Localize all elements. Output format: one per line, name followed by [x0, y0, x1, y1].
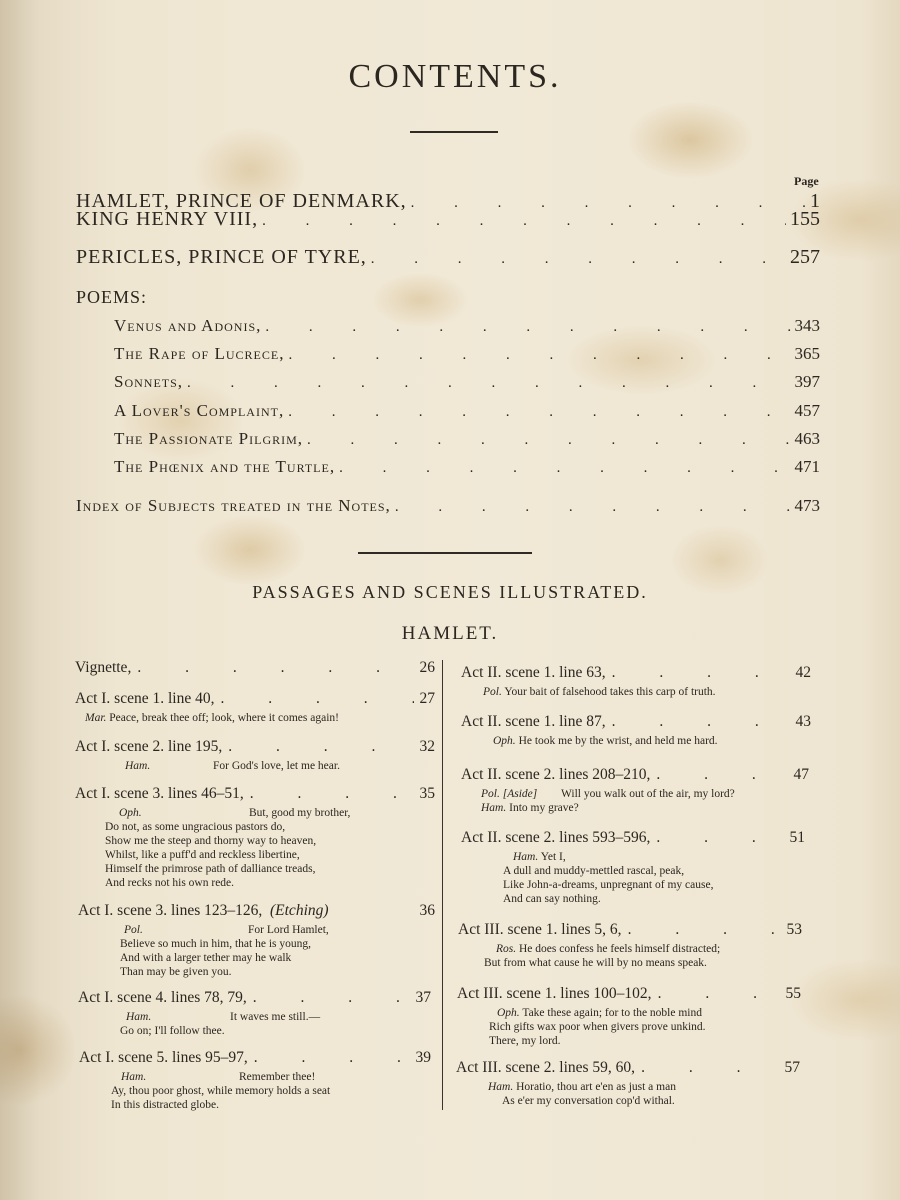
toc-entry-title: The Passionate Pilgrim,	[114, 429, 304, 448]
toc-entry	[114, 457, 820, 477]
entry-reference: Act I. scene 5. lines 95–97,	[79, 1049, 248, 1066]
quotation	[456, 1080, 800, 1108]
quote-line: In this distracted globe.	[111, 1099, 219, 1111]
toc-entry	[76, 172, 820, 213]
speaker: Mar.	[85, 712, 107, 724]
toc-entry	[114, 344, 820, 364]
toc-entry-page: 1	[810, 190, 820, 212]
quotation	[461, 685, 811, 699]
speaker: Pol.	[124, 924, 143, 936]
quote-line: He does confess he feels himself distracted;	[519, 943, 721, 955]
toc-entry	[114, 316, 820, 336]
quote-line: He took me by the wrist, and held me hard.	[518, 735, 718, 747]
speaker: Ham.	[126, 1011, 152, 1023]
toc-entry-page: 471	[794, 457, 820, 476]
entry-reference: Act I. scene 2. line 195,	[75, 738, 223, 755]
toc-leader-dots	[262, 213, 786, 230]
speaker: Pol. [Aside]	[481, 788, 538, 800]
entry-page: 53	[786, 921, 802, 938]
illustration-entry	[461, 664, 811, 699]
toc-entry-title: The Phœnix and the Turtle,	[114, 457, 336, 476]
toc-leader-dots	[371, 251, 786, 268]
entry-page: 42	[795, 664, 811, 681]
leader-dots	[641, 1059, 778, 1077]
toc-entry	[114, 429, 820, 449]
entry-page: 26	[419, 659, 435, 676]
toc-entry-title: HAMLET, PRINCE OF DENMARK,	[76, 190, 407, 212]
quote-line: Like John-a-dreams, unpregnant of my cause,	[503, 879, 714, 891]
toc-entry-title: A Lover's Complaint,	[114, 401, 285, 420]
toc-entry-title: PERICLES, PRINCE OF TYRE,	[76, 246, 367, 268]
toc-entry-page: 365	[794, 344, 820, 363]
toc-entry-index	[76, 496, 820, 516]
page-title: CONTENTS.	[348, 58, 562, 95]
toc-entry-title: Venus and Adonis,	[114, 316, 262, 335]
quote-line: It waves me still.—	[230, 1011, 321, 1023]
quotation	[461, 787, 809, 815]
quote-line: And with a larger tether may he walk	[120, 952, 292, 964]
toc-entry-page: 155	[790, 208, 820, 230]
quote-line: Believe so much in him, that he is young,	[120, 938, 312, 950]
quotation	[75, 806, 435, 890]
toc-entry-page: 257	[790, 246, 820, 268]
entry-note: (Etching)	[270, 902, 329, 919]
toc-entry-title: Sonnets,	[114, 372, 184, 391]
toc-entry	[76, 246, 820, 269]
entry-reference: Act II. scene 2. lines 593–596,	[461, 829, 651, 846]
quote-line: Whilst, like a puff'd and reckless libertine,	[105, 849, 300, 861]
toc-leader-dots	[288, 404, 790, 421]
speaker: Ham.	[125, 760, 151, 772]
leader-dots	[628, 921, 781, 939]
entry-reference: Act III. scene 1. lines 100–102,	[457, 985, 652, 1002]
leader-dots	[656, 829, 783, 847]
entry-page: 36	[419, 902, 435, 919]
entry-page: 39	[415, 1049, 431, 1066]
quote-line: Himself the primrose path of dalliance treads,	[105, 863, 316, 875]
leader-dots	[137, 659, 413, 677]
toc-leader-dots	[395, 499, 791, 516]
illustration-entry	[75, 690, 435, 725]
illustration-entry	[78, 902, 435, 979]
quote-line: And recks not his own rede.	[105, 877, 235, 889]
entry-reference: Act III. scene 1. lines 5, 6,	[458, 921, 622, 938]
leader-dots	[254, 1049, 410, 1067]
quote-line: Will you walk out of the air, my lord?	[561, 788, 735, 800]
toc-entry	[114, 401, 820, 421]
toc-leader-dots	[307, 432, 790, 449]
quotation	[75, 759, 435, 773]
quote-line: Your bait of falsehood takes this carp of truth.	[504, 686, 716, 698]
entry-reference: Act II. scene 1. line 87,	[461, 713, 606, 730]
quote-line: Into my grave?	[509, 802, 579, 814]
quotation	[461, 734, 811, 748]
entry-page: 37	[415, 989, 431, 1006]
illustration-entry	[75, 785, 435, 890]
speaker: Ham.	[121, 1071, 147, 1083]
quote-line: Do not, as some ungracious pastors do,	[105, 821, 286, 833]
speaker: Oph.	[497, 1007, 520, 1019]
speaker: Oph.	[493, 735, 516, 747]
illustration-entry	[461, 829, 805, 906]
entry-page: 32	[419, 738, 435, 755]
toc-entry	[76, 208, 820, 231]
leader-dots	[228, 738, 413, 756]
entry-page: 51	[789, 829, 805, 846]
toc-entry	[114, 372, 820, 392]
entry-page: 57	[784, 1059, 800, 1076]
illustration-entry	[461, 766, 809, 815]
toc-entry-page: 397	[794, 372, 820, 391]
play-subtitle: HAMLET.	[401, 623, 499, 644]
quote-line: Horatio, thou art e'en as just a man	[516, 1081, 676, 1093]
toc-entry-page: 473	[794, 496, 820, 515]
toc-entry-page: 457	[794, 401, 820, 420]
column-divider	[442, 660, 443, 1110]
quote-line: Peace, break thee off; look, where it comes again!	[109, 712, 339, 724]
quote-line: For Lord Hamlet,	[248, 924, 329, 936]
quote-line: And can say nothing.	[503, 893, 601, 905]
leader-dots	[658, 985, 780, 1003]
toc-leader-dots	[265, 319, 790, 336]
quotation	[458, 942, 802, 970]
title-rule	[410, 131, 498, 133]
toc-entry-page: 343	[794, 316, 820, 335]
quotation	[79, 1070, 431, 1112]
illustration-entry	[75, 659, 435, 677]
entry-page: 47	[793, 766, 809, 783]
entry-page: 43	[795, 713, 811, 730]
speaker: Pol.	[483, 686, 502, 698]
entry-reference-text: Act I. scene 3. lines 123–126,	[78, 902, 263, 919]
illustration-entry	[79, 1049, 431, 1112]
toc-entry-title: KING HENRY VIII,	[76, 208, 259, 230]
entry-page: 27	[419, 690, 435, 707]
leader-dots	[220, 690, 413, 708]
quotation	[75, 711, 435, 725]
quotation	[78, 1010, 431, 1038]
illustration-entry	[461, 713, 811, 748]
leader-dots	[656, 766, 787, 784]
quote-line: There, my lord.	[489, 1035, 561, 1047]
entry-reference: Act I. scene 4. lines 78, 79,	[78, 989, 247, 1006]
quote-line: Than may be given you.	[120, 966, 232, 978]
illustration-entry	[78, 989, 431, 1038]
leader-dots	[250, 785, 414, 803]
quote-line: Remember thee!	[239, 1071, 316, 1083]
speaker: Ros.	[496, 943, 517, 955]
leader-dots	[612, 664, 790, 682]
quote-line: Rich gifts wax poor when givers prove unkind.	[489, 1021, 706, 1033]
speaker: Oph.	[119, 807, 142, 819]
toc-leader-dots	[187, 375, 790, 392]
quote-line: Go on; I'll follow thee.	[120, 1025, 225, 1037]
illustration-entry	[75, 738, 435, 773]
toc-leader-dots	[339, 460, 790, 477]
toc-leader-dots	[288, 347, 790, 364]
entry-page: 35	[419, 785, 435, 802]
quote-line: As e'er my conversation cop'd withal.	[502, 1095, 675, 1107]
speaker: Ham.	[481, 802, 507, 814]
leader-dots	[612, 713, 790, 731]
illustration-entry	[458, 921, 802, 970]
quotation	[461, 850, 805, 906]
entry-reference	[78, 902, 329, 920]
toc-entry-page: 463	[794, 429, 820, 448]
quotation	[78, 923, 435, 979]
toc-entry-title: Index of Subjects treated in the Notes,	[76, 496, 391, 515]
entry-reference: Act I. scene 3. lines 46–51,	[75, 785, 244, 802]
quote-line: Ay, thou poor ghost, while memory holds a seat	[111, 1085, 331, 1097]
section-title: PASSAGES AND SCENES ILLUSTRATED.	[252, 582, 648, 602]
quote-line: For God's love, let me hear.	[213, 760, 340, 772]
quotation	[457, 1006, 801, 1048]
toc-entry-title: The Rape of Lucrece,	[114, 344, 285, 363]
entry-reference: Act III. scene 2. lines 59, 60,	[456, 1059, 636, 1076]
speaker: Ham.	[488, 1081, 514, 1093]
quote-line: Take these again; for to the noble mind	[522, 1007, 702, 1019]
poems-header: POEMS:	[76, 287, 148, 307]
section-rule	[358, 552, 532, 554]
quote-line: Show me the steep and thorny way to heaven,	[105, 835, 317, 847]
quote-line: A dull and muddy-mettled rascal, peak,	[503, 865, 685, 877]
illustration-entry	[457, 985, 801, 1048]
illustration-entry	[456, 1059, 800, 1108]
quote-line: But, good my brother,	[249, 807, 351, 819]
leader-dots	[253, 989, 410, 1007]
page-column-label: Page	[794, 174, 819, 188]
entry-reference: Act II. scene 2. lines 208–210,	[461, 766, 651, 783]
entry-reference: Vignette,	[75, 659, 132, 676]
entry-page: 55	[785, 985, 801, 1002]
quote-line: Yet I,	[540, 851, 566, 863]
speaker: Ham.	[513, 851, 539, 863]
entry-reference: Act I. scene 1. line 40,	[75, 690, 215, 707]
quote-line: But from what cause he will by no means speak.	[484, 957, 707, 969]
entry-reference: Act II. scene 1. line 63,	[461, 664, 606, 681]
